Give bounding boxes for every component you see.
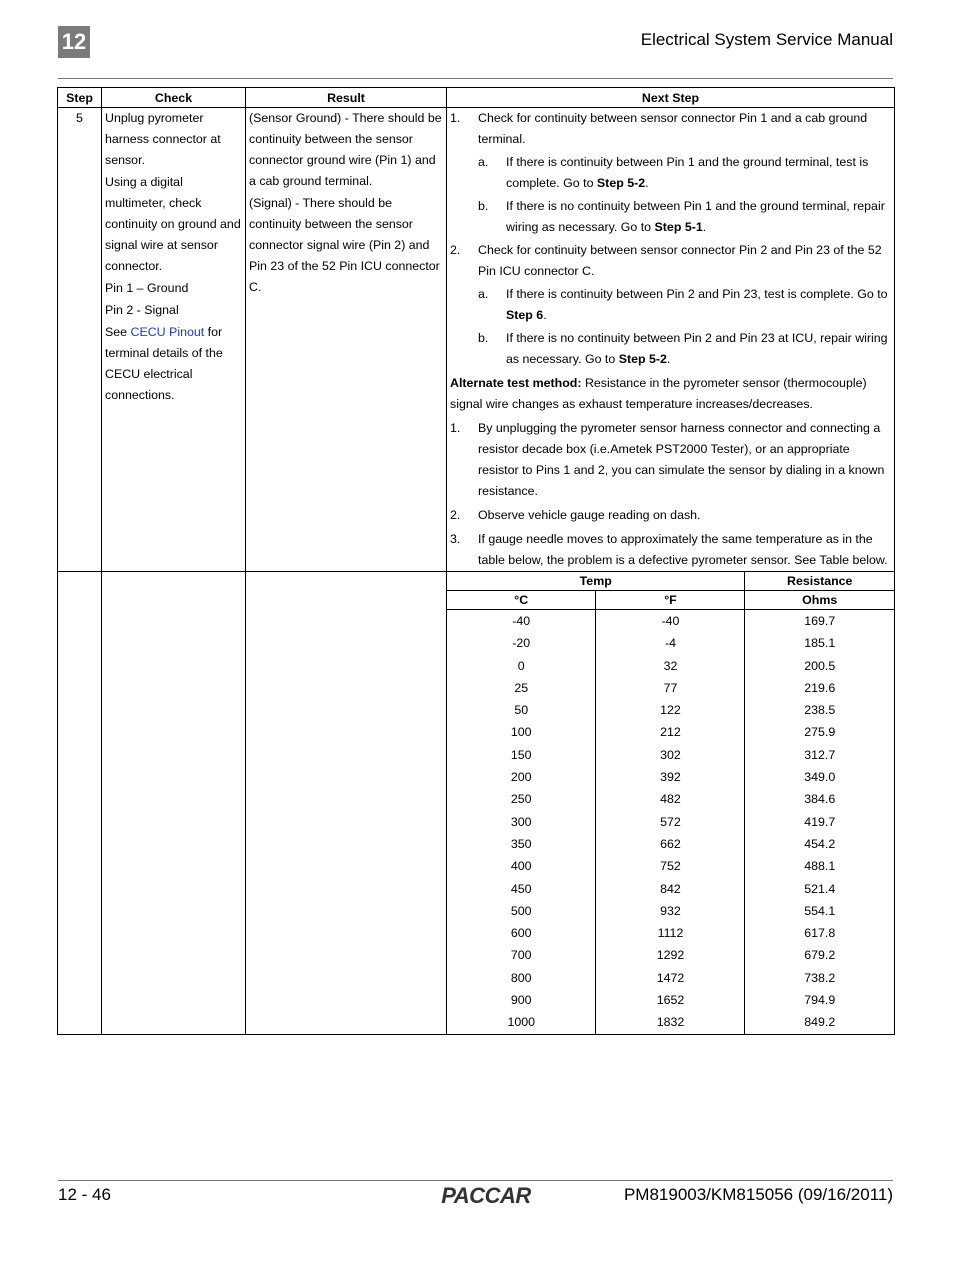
ohms-value: 488.1 [745, 855, 894, 877]
col-header-fahrenheit: °F [596, 591, 745, 610]
col-header-ohms: Ohms [745, 591, 894, 610]
table-row [447, 878, 894, 900]
celsius-value: 500 [510, 903, 532, 918]
celsius-value: 100 [510, 725, 532, 740]
pinout-reference: See CECU Pinout for terminal details of the CECU electrical connections. [105, 325, 223, 402]
check-instruction: Using a digital multimeter, check continuity on ground and signal wire at sensor connector. [105, 175, 241, 273]
ohms-value: 169.7 [745, 610, 894, 633]
celsius-value: 250 [510, 792, 532, 807]
fahrenheit-value: 842 [596, 878, 745, 900]
fahrenheit-value: 662 [596, 833, 745, 855]
temperature-table-cell [447, 572, 895, 1035]
ohms-value: 219.6 [745, 677, 894, 699]
col-header-check: Check [102, 88, 246, 108]
col-header-next-step: Next Step [447, 88, 895, 108]
ohms-value: 275.9 [745, 721, 894, 743]
table-row [447, 900, 894, 922]
table-header-row [58, 88, 895, 108]
troubleshooting-table [57, 87, 895, 1035]
list-item: b. If there is no continuity between Pin 1 and the ground terminal, repair wiring as necessary. Go to Step 5-1. [478, 199, 885, 234]
celsius-value: 25 [514, 680, 529, 695]
fahrenheit-value: 572 [596, 811, 745, 833]
list-item: 1. By unplugging the pyrometer sensor harness connector and connecting a resistor decade box (i.e.Ametek PST2000 Tester), or an appropriate resistor to Pins 1 and 2, you can simulate the sensor by dialing in a known resistance. [450, 421, 885, 498]
table-row [447, 655, 894, 677]
result-ground: (Sensor Ground) - There should be continuity between the sensor connector ground wire (Pin 1) and a cab ground terminal. [249, 111, 442, 188]
celsius-value: 0 [517, 658, 525, 673]
celsius-value: 350 [510, 836, 532, 851]
empty-cell [102, 572, 246, 1035]
temperature-resistance-table [447, 572, 894, 1034]
cecu-pinout-link[interactable]: CECU Pinout [130, 325, 205, 339]
check-instruction: Unplug pyrometer harness connector at sensor. [105, 111, 221, 167]
celsius-value: -20 [512, 636, 531, 651]
celsius-value: 150 [510, 747, 532, 762]
table-row [447, 855, 894, 877]
table-row [447, 699, 894, 721]
celsius-value: 50 [514, 703, 529, 718]
ohms-value: 738.2 [745, 967, 894, 989]
ohms-value: 238.5 [745, 699, 894, 721]
pin-signal: Pin 2 - Signal [105, 303, 179, 317]
table-row [447, 744, 894, 766]
table-row [447, 967, 894, 989]
result-signal: (Signal) - There should be continuity between the sensor connector signal wire (Pin 2) and Pin 23 of the 52 Pin ICU connector C. [249, 196, 440, 294]
col-header-result: Result [246, 88, 447, 108]
table-row [447, 610, 894, 633]
celsius-value: 800 [510, 970, 532, 985]
check-cell [102, 108, 246, 572]
celsius-value: 400 [510, 859, 532, 874]
ohms-value: 794.9 [745, 989, 894, 1011]
fahrenheit-value: -4 [596, 632, 745, 654]
empty-cell [246, 572, 447, 1035]
col-header-step: Step [58, 88, 102, 108]
list-item: 3. If gauge needle moves to approximately the same temperature as in the table below, the problem is a defective pyrometer sensor. See Table below. [450, 532, 888, 567]
step-link: Step 6 [506, 308, 544, 322]
fahrenheit-value: 32 [596, 655, 745, 677]
celsius-value: 450 [510, 881, 532, 896]
fahrenheit-value: 752 [596, 855, 745, 877]
ohms-value: 349.0 [745, 766, 894, 788]
celsius-value: 1000 [507, 1015, 536, 1030]
celsius-value: 600 [510, 926, 532, 941]
next-step-cell [447, 108, 895, 572]
table-row [58, 572, 895, 1035]
fahrenheit-value: 932 [596, 900, 745, 922]
step-number: 5 [58, 108, 102, 572]
ohms-value: 617.8 [745, 922, 894, 944]
svg-text:PACCAR: PACCAR [441, 1183, 531, 1208]
empty-cell [58, 572, 102, 1035]
ohms-value: 454.2 [745, 833, 894, 855]
list-item: b. If there is no continuity between Pin 2 and Pin 23 at ICU, repair wiring as necessary. Go to Step 5-2. [478, 331, 888, 366]
step-link: Step 5-2 [596, 176, 646, 190]
ohms-value: 419.7 [745, 811, 894, 833]
ohms-value: 185.1 [745, 632, 894, 654]
celsius-value: 700 [510, 948, 532, 963]
fahrenheit-value: 1472 [596, 967, 745, 989]
alternate-method: Alternate test method: Resistance in the pyrometer sensor (thermocouple) signal wire changes as exhaust temperature increases/decreases. [450, 376, 867, 411]
document-number: PM819003/KM815056 (09/16/2011) [623, 1185, 893, 1204]
table-row [447, 632, 894, 654]
col-header-celsius: °C [447, 591, 596, 610]
celsius-value: 900 [510, 993, 532, 1008]
table-row [447, 677, 894, 699]
result-cell [246, 108, 447, 572]
fahrenheit-value: 77 [596, 677, 745, 699]
list-item: 2. Observe vehicle gauge reading on dash. [450, 508, 701, 522]
ohms-value: 384.6 [745, 788, 894, 810]
fahrenheit-value: 302 [596, 744, 745, 766]
table-row [447, 766, 894, 788]
ohms-value: 679.2 [745, 944, 894, 966]
ohms-value: 521.4 [745, 878, 894, 900]
header-divider [58, 78, 893, 79]
fahrenheit-value: 482 [596, 788, 745, 810]
temps-group-header [447, 572, 894, 591]
fahrenheit-value: 212 [596, 721, 745, 743]
table-row [447, 811, 894, 833]
table-row [447, 721, 894, 743]
fahrenheit-value: 392 [596, 766, 745, 788]
list-item: 1. Check for continuity between sensor connector Pin 1 and a cab ground terminal. [450, 111, 868, 146]
step-link: Step 5-1 [654, 220, 703, 234]
temp-group-header: Temp [447, 572, 745, 591]
step-link: Step 5-2 [618, 352, 667, 366]
temps-column-header [447, 591, 894, 610]
ohms-value: 849.2 [745, 1011, 894, 1033]
table-row [58, 108, 895, 572]
page-number: 12 - 46 [58, 1185, 111, 1204]
fahrenheit-value: 1832 [596, 1011, 745, 1033]
resistance-group-header: Resistance [745, 572, 894, 591]
list-item: a. If there is continuity between Pin 2 and Pin 23, test is complete. Go to Step 6. [478, 287, 888, 322]
fahrenheit-value: 122 [596, 699, 745, 721]
celsius-value: -40 [512, 614, 531, 628]
celsius-value: 200 [510, 770, 532, 785]
footer-divider [58, 1180, 893, 1181]
celsius-value: 300 [510, 814, 532, 829]
manual-title: Electrical System Service Manual [640, 30, 893, 49]
fahrenheit-value: 1292 [596, 944, 745, 966]
table-row [447, 833, 894, 855]
pin-ground: Pin 1 – Ground [105, 281, 189, 295]
ohms-value: 312.7 [745, 744, 894, 766]
ohms-value: 554.1 [745, 900, 894, 922]
list-item: 2. Check for continuity between sensor connector Pin 2 and Pin 23 of the 52 Pin ICU connector C. [450, 243, 882, 278]
ohms-value: 200.5 [745, 655, 894, 677]
fahrenheit-value: 1112 [596, 922, 745, 944]
table-row [447, 944, 894, 966]
fahrenheit-value: -40 [596, 610, 745, 633]
list-item: a. If there is continuity between Pin 1 and the ground terminal, test is complete. Go to Step 5-2. [478, 155, 869, 190]
table-row [447, 788, 894, 810]
fahrenheit-value: 1652 [596, 989, 745, 1011]
table-row [447, 989, 894, 1011]
chapter-badge: 12 [58, 26, 90, 58]
table-row [447, 922, 894, 944]
paccar-logo [433, 1182, 539, 1208]
table-row [447, 1011, 894, 1033]
